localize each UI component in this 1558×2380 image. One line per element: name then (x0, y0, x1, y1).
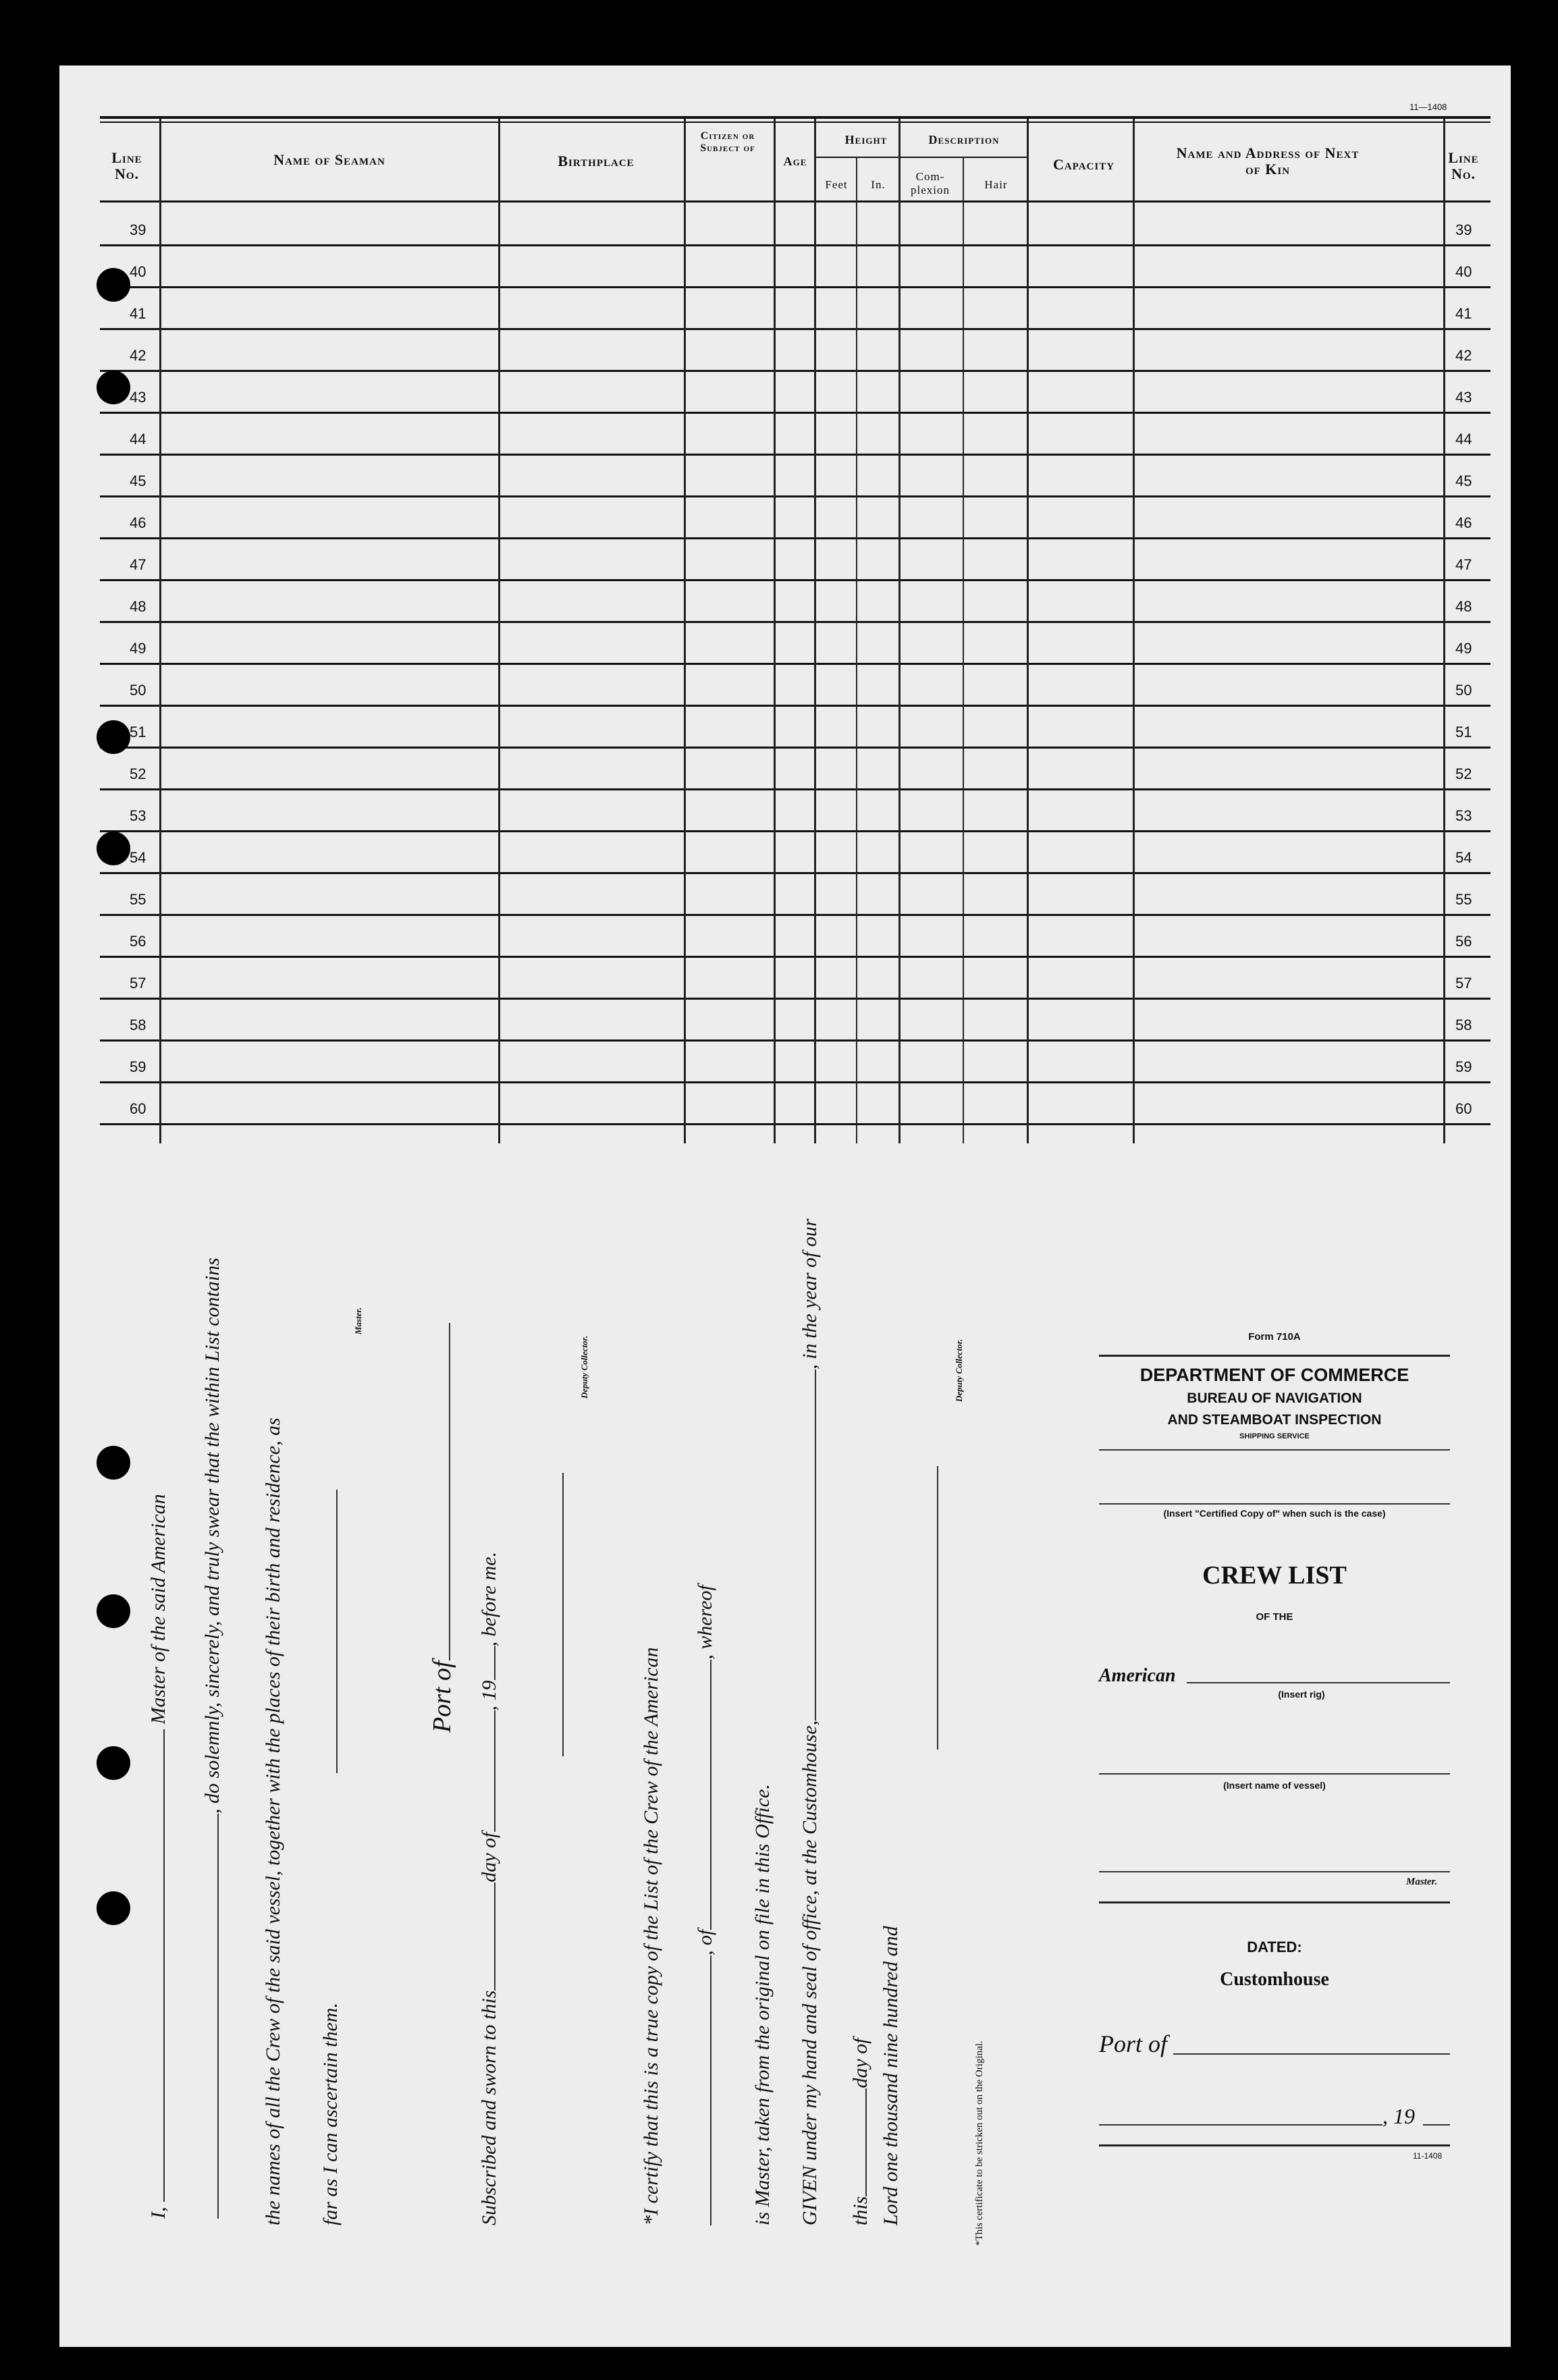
oath-swear-text: , do solemnly, sincerely, and truly swear that the within List contains (201, 1257, 223, 1814)
header-bottom-rule (100, 200, 1490, 202)
line-number-left: 56 (130, 933, 146, 950)
line-number-right: 46 (1455, 514, 1472, 531)
oath-line-3 (262, 1417, 285, 2225)
top-rule (100, 116, 1490, 119)
row-rule (100, 747, 1490, 749)
col-line (1133, 119, 1135, 1143)
top-rule-thin (100, 121, 1490, 123)
bureau-navigation: BUREAU OF NAVIGATION (1187, 1390, 1362, 1406)
row-rule (100, 1081, 1490, 1083)
binder-hole (97, 720, 130, 754)
of-the: OF THE (1256, 1611, 1293, 1623)
master-line (1099, 1871, 1450, 1872)
header-birthplace: Birthplace (558, 153, 635, 169)
oath-subscribed-text: Subscribed and sworn to this (478, 1990, 500, 2225)
oath-port-of (427, 1323, 457, 1733)
header-line-no-right: Line No. (1448, 149, 1479, 182)
binder-hole (97, 268, 130, 302)
insert-rig: (Insert rig) (1278, 1689, 1325, 1700)
col-line (1443, 119, 1445, 1143)
oath-day-of: day of (478, 1832, 500, 1883)
line-number-left: 50 (130, 682, 146, 699)
oath-subscribed-line (478, 1552, 501, 2225)
oath-ascertain-text: far as I can ascertain them. (319, 2003, 342, 2225)
certify-given: GIVEN under my hand and seal of office, at the Customhouse, (799, 1720, 821, 2225)
row-rule (100, 621, 1490, 623)
line-number-left: 42 (130, 347, 146, 364)
panel-nineteen: , 19 (1382, 2104, 1415, 2128)
col-line (898, 119, 901, 1143)
line-number-left: 55 (130, 891, 146, 908)
line-number-left: 49 (130, 640, 146, 657)
line-number-right: 60 (1455, 1100, 1472, 1117)
panel-rule (1099, 1901, 1450, 1903)
line-number-left: 60 (130, 1100, 146, 1117)
col-line (159, 119, 161, 1143)
certify-line-1 (640, 1647, 663, 2225)
row-rule (100, 872, 1490, 874)
year-line (1423, 2124, 1450, 2126)
line-number-right: 47 (1455, 556, 1472, 573)
line-number-left: 39 (130, 221, 146, 238)
american-label: American (1099, 1665, 1176, 1686)
row-rule (100, 537, 1490, 539)
certify-lord: Lord one thousand nine hundred and (880, 1926, 902, 2225)
binder-hole (97, 1594, 130, 1628)
col-line (498, 119, 500, 1143)
insert-certified-note: (Insert "Certified Copy of" when such is the case) (1163, 1508, 1386, 1519)
line-number-right: 55 (1455, 891, 1472, 908)
certify-text-1: *I certify that this is a true copy of the List of the Crew of the American (640, 1647, 662, 2225)
binder-hole (97, 832, 130, 865)
line-number-right: 41 (1455, 305, 1472, 322)
line-number-right: 39 (1455, 221, 1472, 238)
oath-line-4 (319, 2003, 342, 2225)
oath-port-of-label: Port of (428, 1660, 456, 1733)
master-signature-line (336, 1490, 338, 1773)
line-number-right: 56 (1455, 933, 1472, 950)
col-line (963, 157, 964, 1143)
binder-hole (97, 1446, 130, 1480)
certify-line-4 (799, 1218, 822, 2225)
oath-line-2 (201, 1257, 224, 2219)
line-number-right: 50 (1455, 682, 1472, 699)
line-number-left: 53 (130, 807, 146, 824)
line-number-right: 51 (1455, 724, 1472, 740)
oath-before-me: , before me. (478, 1551, 500, 1647)
deputy-signature-line-1 (562, 1473, 564, 1756)
line-number-right: 57 (1455, 975, 1472, 992)
line-number-left: 45 (130, 472, 146, 489)
panel-rule (1099, 1355, 1450, 1357)
row-rule (100, 956, 1490, 958)
col-line (814, 119, 816, 1143)
bureau-steamboat: AND STEAMBOAT INSPECTION (1167, 1412, 1382, 1428)
row-rule (100, 328, 1490, 330)
line-number-right: 49 (1455, 640, 1472, 657)
header-name-of-seaman: Name of Seaman (273, 151, 385, 168)
header-inches: In. (871, 178, 886, 191)
back-panel (1099, 1331, 1450, 2263)
line-number-left: 43 (130, 389, 146, 406)
line-number-left: 52 (130, 765, 146, 782)
row-rule (100, 495, 1490, 497)
binder-hole (97, 1746, 130, 1780)
form-code-top: 11—1408 (1409, 102, 1447, 112)
binder-hole (97, 1891, 130, 1925)
header-line-no-left: Line No. (111, 149, 142, 182)
line-number-right: 59 (1455, 1058, 1472, 1075)
vessel-line (1099, 1773, 1450, 1775)
row-rule (100, 286, 1490, 288)
header-feet: Feet (825, 178, 848, 191)
row-rule (100, 244, 1490, 246)
certify-year-of-our: , in the year of our (799, 1218, 821, 1370)
col-line (1027, 119, 1029, 1143)
row-rule (100, 579, 1490, 581)
rig-line (1187, 1682, 1450, 1683)
row-rule (100, 412, 1490, 414)
certify-line-2 (694, 1585, 717, 2225)
panel-rule (1099, 1449, 1450, 1451)
header-next-of-kin: Name and Address of Next of Kin (1176, 144, 1360, 178)
row-rule (100, 998, 1490, 1000)
line-number-left: 44 (130, 431, 146, 448)
date-line (1099, 2124, 1382, 2126)
panel-rule (1099, 2144, 1450, 2146)
row-rule (100, 830, 1490, 832)
line-number-right: 45 (1455, 472, 1472, 489)
line-number-right: 48 (1455, 598, 1472, 615)
height-desc-rule (815, 157, 1028, 158)
line-number-left: 41 (130, 305, 146, 322)
header-complexion: Com-plexion (911, 170, 950, 196)
panel-form-code: 11-1408 (1413, 2151, 1443, 2161)
header-height: Height (844, 133, 888, 146)
oath-names-text: the names of all the Crew of the said vessel, together with the places of their birth and residence, as (262, 1417, 284, 2225)
row-rule (100, 1123, 1490, 1125)
certify-footnote: *This certificate to be stricken out on the Original. (974, 2040, 985, 2246)
panel-rule (1099, 1503, 1450, 1505)
certify-this: this (849, 2196, 871, 2225)
line-number-left: 47 (130, 556, 146, 573)
line-number-right: 52 (1455, 765, 1472, 782)
binder-hole (97, 371, 130, 404)
certify-whereof: , whereof (694, 1585, 716, 1660)
line-number-left: 58 (130, 1017, 146, 1033)
row-rule (100, 788, 1490, 790)
oath-deputy-collector-1: Deputy Collector. (579, 1335, 589, 1399)
certify-line-6 (880, 1926, 903, 2225)
header-age: Age (783, 155, 807, 168)
line-number-left: 59 (130, 1058, 146, 1075)
row-rule (100, 705, 1490, 707)
col-line (684, 119, 686, 1143)
certify-line-3 (751, 1784, 774, 2225)
dept-commerce: DEPARTMENT OF COMMERCE (1139, 1365, 1409, 1385)
line-number-right: 54 (1455, 849, 1472, 866)
panel-master-label: Master. (1406, 1876, 1438, 1887)
shipping-service: SHIPPING SERVICE (1239, 1432, 1310, 1440)
crew-list-title: CREW LIST (1202, 1561, 1347, 1590)
header-citizen: Citizen or Subject of (700, 130, 755, 154)
header-description: Description (928, 133, 1000, 146)
port-line (1173, 2053, 1450, 2055)
row-rule (100, 663, 1490, 665)
header-hair: Hair (984, 178, 1008, 191)
line-number-left: 51 (130, 724, 146, 740)
row-rule (100, 370, 1490, 372)
line-number-right: 58 (1455, 1017, 1472, 1033)
deputy-signature-line-2 (937, 1466, 938, 1750)
header-capacity: Capacity (1052, 156, 1115, 173)
line-number-left: 46 (130, 514, 146, 531)
insert-vessel: (Insert name of vessel) (1223, 1780, 1326, 1791)
certify-line-5 (849, 2038, 872, 2225)
certify-day-of: day of (849, 2038, 871, 2088)
oath-nineteen: , 19 (478, 1680, 500, 1711)
oath-line-1 (147, 1494, 170, 2219)
line-number-right: 43 (1455, 389, 1472, 406)
certify-of: , of (694, 1929, 716, 1955)
line-number-left: 40 (130, 263, 146, 280)
dated-label: DATED: (1247, 1939, 1302, 1955)
line-number-left: 54 (130, 849, 146, 866)
line-number-right: 40 (1455, 263, 1472, 280)
certify-deputy-collector-2: Deputy Collector. (954, 1338, 964, 1402)
oath-master-of-american: Master of the said American (147, 1494, 169, 1725)
line-number-right: 53 (1455, 807, 1472, 824)
oath-i: I, (147, 2207, 169, 2219)
certify-text-3: is Master, taken from the original on file in this Office. (751, 1784, 774, 2225)
oath-master-label: Master. (353, 1307, 363, 1334)
line-number-right: 44 (1455, 431, 1472, 448)
customhouse-label: Customhouse (1220, 1969, 1329, 1990)
line-number-left: 57 (130, 975, 146, 992)
row-rule (100, 1039, 1490, 1042)
crew-list-page (59, 65, 1511, 2347)
col-line (856, 157, 857, 1143)
col-line (774, 119, 776, 1143)
row-rule (100, 914, 1490, 916)
line-number-left: 48 (130, 598, 146, 615)
panel-port-of: Port of (1099, 2030, 1168, 2057)
row-rule (100, 454, 1490, 456)
form-number: Form 710A (1248, 1331, 1301, 1343)
line-number-right: 42 (1455, 347, 1472, 364)
